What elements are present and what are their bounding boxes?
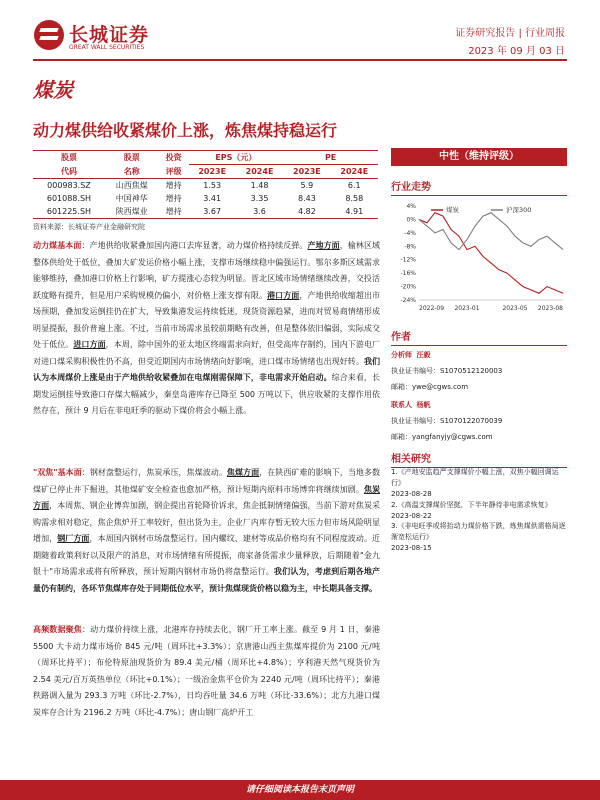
- authors-heading: 作者: [391, 328, 567, 346]
- para-text: ，在陕西矿难的影响下，当地多数煤矿已停止井下掘进，其他煤矿安全检查也愈加严格，预计短期内原料市场博弈将继续加剧。: [33, 468, 381, 494]
- footer-disclaimer: 请仔细阅读本报告末页声明: [0, 780, 600, 800]
- y-tick-label: -12%: [400, 256, 416, 264]
- analyst-label: 分析师: [391, 351, 412, 359]
- th2-code: 代码: [33, 165, 105, 179]
- sector-label: 煤炭: [33, 78, 73, 102]
- x-tick-label: 2023-01: [454, 305, 480, 312]
- paragraph-high-frequency: [33, 622, 380, 774]
- related-heading: 相关研究: [391, 450, 567, 468]
- cell: 6.1: [347, 180, 361, 190]
- cell: 1.53: [203, 180, 222, 190]
- researcher-label: 联系人: [391, 401, 412, 409]
- th-code: 股票: [33, 151, 105, 165]
- para-keyword: 产地方面: [307, 241, 340, 250]
- researcher: [391, 400, 567, 410]
- cell: 1.48: [250, 180, 269, 190]
- cell: 3.35: [250, 193, 269, 203]
- series-line-煤炭: [419, 213, 563, 294]
- related-item-1[interactable]: [391, 467, 567, 500]
- para-keyword: 焦炭方面: [33, 484, 381, 510]
- cell: 3.41: [203, 193, 222, 203]
- trend-heading: 行业走势: [391, 178, 567, 196]
- series-line-沪深300: [419, 213, 563, 250]
- cell: 4.91: [331, 205, 378, 219]
- researcher-email: 邮箱：yangfanyjy@cgws.com: [391, 433, 493, 441]
- th-eps: EPS（元）: [189, 151, 284, 165]
- y-tick-label: 0%: [406, 216, 416, 224]
- cell: 601088.SH: [46, 193, 92, 203]
- para-keyword: 进口方面: [73, 340, 106, 349]
- cell: 8.43: [297, 193, 316, 203]
- y-tick-label: -24%: [400, 297, 416, 304]
- para-keyword: 钢厂方面: [57, 534, 90, 543]
- y-tick-label: -4%: [404, 229, 416, 237]
- logo-mark-icon: [34, 20, 64, 50]
- th-pe: PE: [283, 151, 378, 165]
- para-view: 我们认为本周煤价上涨是由于产地供给收紧叠加在电煤刚需保障下，非电需求开始启动。: [33, 356, 381, 382]
- related-item-3[interactable]: [391, 521, 567, 554]
- th2-eps-2023: 2023E: [189, 165, 236, 179]
- cell: 增持: [165, 180, 182, 190]
- table-row: [33, 178, 378, 192]
- th2-rating: 评级: [159, 165, 189, 179]
- x-tick-label: 2023-08: [537, 305, 563, 312]
- cell: 增持: [159, 205, 189, 219]
- table-row: [33, 205, 378, 219]
- related-date: 2023-08-28: [391, 490, 432, 498]
- legend-label: 煤炭: [446, 206, 459, 214]
- related-item-2[interactable]: [391, 500, 567, 522]
- industry-trend-chart: [391, 200, 567, 318]
- th2-eps-2024: 2024E: [236, 165, 283, 179]
- para-lead: 高频数据聚焦: [33, 625, 82, 634]
- y-tick-label: 4%: [406, 203, 416, 210]
- cell: 增持: [165, 193, 182, 203]
- para-text: ：动力煤价持续上涨，北港库存持续去化，钢厂开工率上涨。截至 9 月 1 日，秦港 5500 大卡动力煤市场价 845 元/吨（周环比+3.3%）；京唐港山西主焦煤库提价为 2100 元/吨（周环比持平）；布伦特原油现货价为 89.4 美元/桶（周环比+4.8%）；亨利港天然气现货价为 2.54 美元/百万英热单位（环比+0.1%）；一级冶金焦平仓价为 2240 元/吨（周环比持平）；秦港秩路调入量为 293.3 万吨（环比-2.7%），日均吞吐量 34.6 万吨（环比-33.6%）；北方九港口煤炭库存合计为 2196.2 万吨（环比-4.7%）；唐山钢厂高炉开工: [33, 625, 380, 717]
- logo-text-cn: 长城证券: [69, 24, 150, 46]
- para-text: ，榆林区域整体供给处于低位，叠加大矿发运价格小幅上涨，支撑市场继续稳中偏强运行。鄂尔多斯区域需求能够维持，叠加港口价格上行影响，矿方提涨心态较为明显。晋北区域市场情绪继续改善，交投活跃度略有提升，但是用户采购规模仍偏小，对价格上涨支撑有限。: [33, 241, 381, 300]
- y-tick-label: -16%: [400, 270, 416, 278]
- analyst-name: 汪毅: [416, 351, 431, 359]
- rating-badge: 中性（维持评级）: [391, 148, 567, 166]
- y-tick-label: -8%: [404, 243, 416, 251]
- analyst-1: [391, 350, 567, 360]
- analyst-1-email: 邮箱：ywe@cgws.com: [391, 383, 469, 391]
- cell: 8.58: [345, 193, 364, 203]
- related-date: 2023-08-15: [391, 544, 432, 552]
- cell: 5.9: [300, 180, 314, 190]
- cell: 601225.SH: [33, 205, 105, 219]
- para-text: ，本周，除中国外的亚太地区终端需求向好，但受高库存制约，国内下游电厂对进口煤采购积极性仍不高，但受近期国内市场情绪向好影响，进口煤市场情绪也出现好转。: [33, 340, 381, 366]
- report-date: 2023 年 09 月 03 日: [468, 46, 565, 57]
- cell: 3.6: [236, 205, 283, 219]
- para-text: ：产地供给收紧叠加国内港口去库显著，动力煤价格持续反弹。: [81, 241, 308, 250]
- related-date: 2023-08-22: [391, 512, 432, 520]
- th-name: 股票: [105, 151, 159, 165]
- th-rating: 投资: [159, 151, 189, 165]
- cell: 陕西煤业: [105, 205, 159, 219]
- para-text: 综合来看，长期发运倒挂导致港口存煤大幅减少，秦皇岛港库存已降至 500 万吨以下，供应收紧的支撑作用依然存在，预计 9 月后在非电旺季的驱动下煤价将会小幅上涨。: [33, 373, 380, 415]
- table-row: [33, 192, 378, 205]
- related-text: 1.《产地安监趋严支撑煤价小幅上涨，双焦小幅回调运行》: [391, 468, 559, 487]
- logo-text-en: GREAT WALL SECURITIES: [69, 44, 145, 51]
- para-keyword: 焦煤方面: [226, 468, 260, 477]
- x-tick-label: 2022-09: [419, 305, 445, 312]
- related-text: 3.《非电旺季或将抬动力煤价格下跌，炼焦煤供需格局逐渐宽松运行》: [391, 522, 566, 541]
- x-tick-label: 2023-05: [502, 305, 528, 312]
- cell: 000983.SZ: [47, 180, 91, 190]
- th2-name: 名称: [105, 165, 159, 179]
- th2-pe-2023: 2023E: [283, 165, 330, 179]
- cell: 山西焦煤: [115, 180, 148, 190]
- para-text: ，本周国内钢材市场盘整运行。国内螺纹、建材等成品价格均有不同程度波动。近期随着政策利好以及限产的消息，对市场情绪有所提振，商家备货需求少量释放，后期随着"金九银十"市场需求或将有所释放，预计短期内钢材市场仍将盘整运行。: [33, 534, 381, 576]
- company-logo: [34, 18, 164, 58]
- legend-label: 沪深300: [506, 206, 532, 214]
- para-view: 我们认为，考虑到后期各地产量仍有制约，各环节焦煤库存处于同期低位水平，预计焦煤现货价格以稳为主，中长期具备支撑。: [33, 567, 380, 593]
- report-type: 证券研究报告 | 行业周报: [455, 28, 565, 39]
- para-lead: "双焦"基本面: [33, 468, 82, 477]
- th2-pe-2024: 2024E: [331, 165, 378, 179]
- table-source: 资料来源：长城证券产业金融研究院: [33, 223, 145, 231]
- cell: 4.82: [283, 205, 330, 219]
- para-text: ，本周焦、钢企业博弈加剧，钢企提出首轮降价诉求，焦企抵制情绪偏强，当前下游对焦炭采购需求相对稳定，焦企焦炉开工率较好，但出货为主，企业厂内库存暂无较大压力但市场风险明显增加，: [33, 501, 381, 543]
- para-text: ：钢材盘整运行，焦炭承压，焦煤波动。: [81, 468, 227, 477]
- analyst-1-cert: 执业证书编号：S1070512120003: [391, 367, 503, 375]
- header-divider: [33, 59, 567, 61]
- para-text: ，产地供给收缩超出市场预期，叠加发运倒挂仍在扩大，导致集港发运持续低迷，现货资源趋紧，进而对贸易商情绪形成明显提振，报价普遍上涨。不过，当前市场需求虽较前期略有改善，但是整体依旧偏弱，实际成交处于低位。: [33, 290, 381, 349]
- cell: 3.67: [189, 205, 236, 219]
- researcher-cert: 执业证书编号：S1070122070039: [391, 417, 503, 425]
- cell: 中国神华: [115, 193, 148, 203]
- para-keyword: 港口方面: [267, 290, 300, 300]
- stock-table: [33, 150, 378, 219]
- paragraph-thermal-coal: [33, 238, 380, 420]
- para-lead: 动力煤基本面: [33, 241, 82, 250]
- related-text: 2.《高温支撑煤价坚挺，下半年静待非电需求恢复》: [391, 501, 552, 509]
- report-title: 动力煤供给收紧煤价上涨，炼焦煤持稳运行: [33, 121, 338, 140]
- paragraph-coking: [33, 465, 380, 597]
- y-tick-label: -20%: [400, 283, 416, 291]
- researcher-name: 杨帆: [416, 401, 431, 409]
